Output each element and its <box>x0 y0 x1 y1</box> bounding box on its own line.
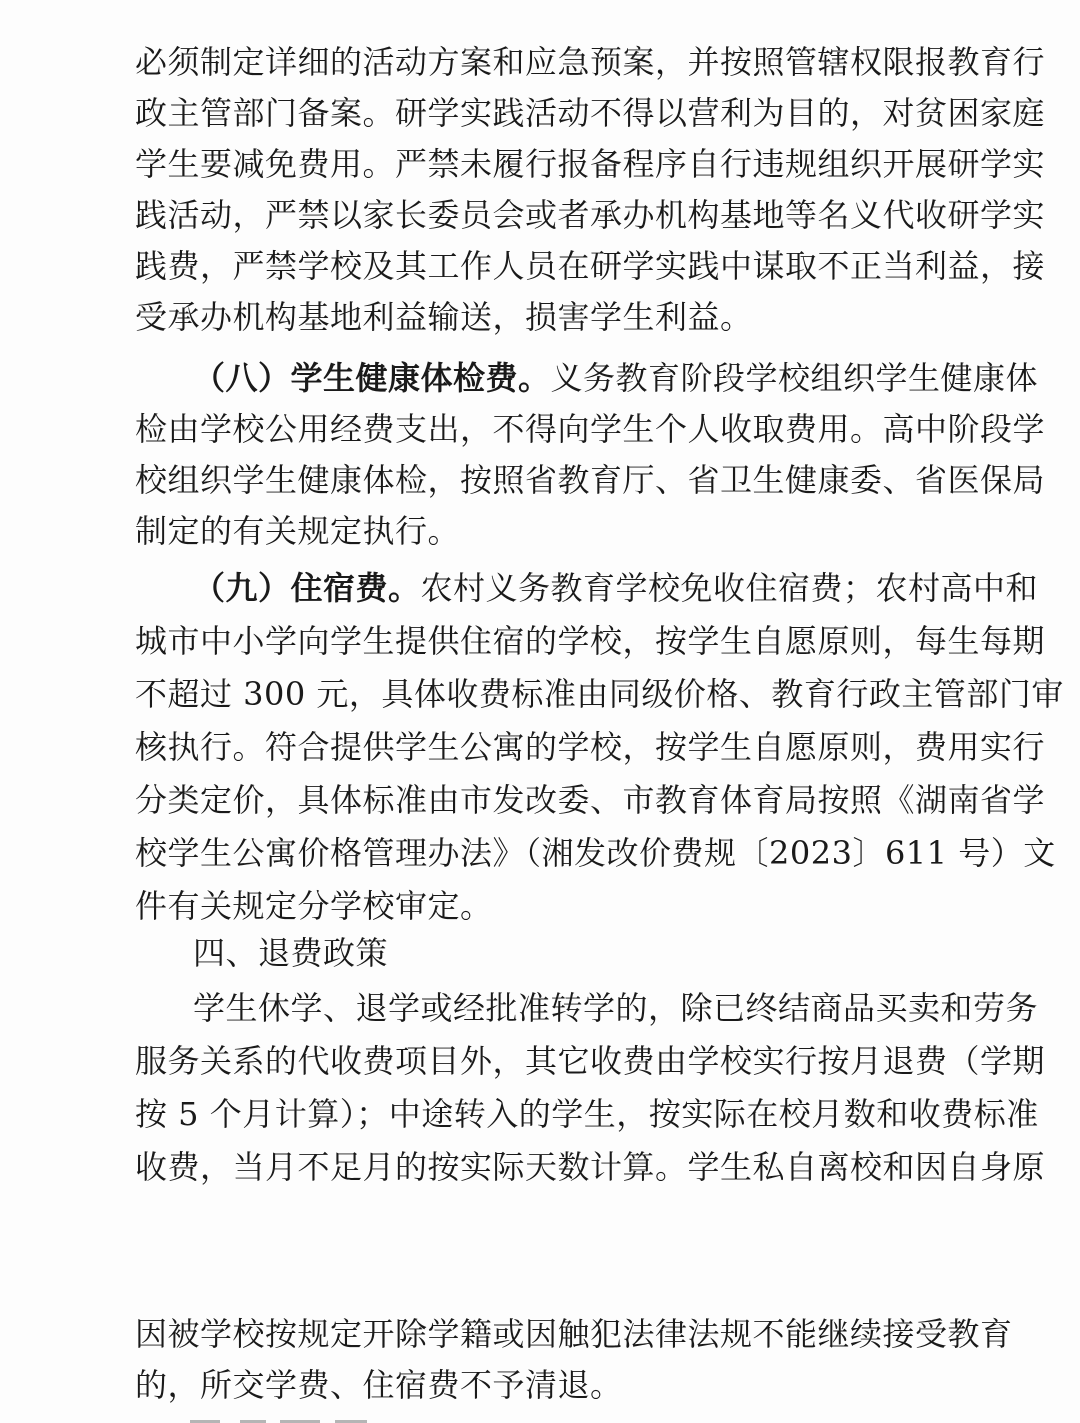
section-8-first-line <box>193 358 1039 398</box>
paragraph-line: 检由学校公用经费支出，不得向学生个人收取费用。高中阶段学 <box>135 410 1046 448</box>
paragraph-line: 核执行。符合提供学生公寓的学校，按学生自愿原则，费用实行 <box>135 728 1046 766</box>
paragraph-line: 学生休学、退学或经批准转学的，除已终结商品买卖和劳务 <box>193 989 1039 1027</box>
paragraph-line: 按 5 个月计算）；中途转入的学生，按实际在校月数和收费标准 <box>135 1095 1039 1133</box>
paragraph-line: 城市中小学向学生提供住宿的学校，按学生自愿原则，每生每期 <box>135 622 1046 660</box>
paragraph-line: 分类定价，具体标准由市发改委、市教育体育局按照《湖南省学 <box>135 781 1046 819</box>
section-heading: 四、退费政策 <box>193 934 389 972</box>
paragraph-line: 因被学校按规定开除学籍或因触犯法律法规不能继续接受教育 <box>135 1315 1013 1353</box>
section-8-first-text: 义务教育阶段学校组织学生健康体 <box>550 359 1039 397</box>
paragraph-line: 受承办机构基地利益输送，损害学生利益。 <box>135 298 753 336</box>
paragraph-line: 校组织学生健康体检，按照省教育厅、省卫生健康委、省医保局 <box>135 461 1046 499</box>
paragraph-line: 的，所交学费、住宿费不予清退。 <box>135 1366 623 1404</box>
paragraph-line: 校学生公寓价格管理办法》（湘发改价费规〔2023〕611 号）文 <box>135 834 1056 872</box>
paragraph-line: 服务关系的代收费项目外，其它收费由学校实行按月退费（学期 <box>135 1042 1046 1080</box>
section-9-first-text: 农村义务教育学校免收住宿费；农村高中和 <box>420 569 1039 607</box>
paragraph-line: 收费，当月不足月的按实际天数计算。学生私自离校和因自身原 <box>135 1148 1046 1186</box>
section-8-title: （八）学生健康体检费。 <box>193 359 551 397</box>
paragraph-line: 学生要减免费用。严禁未履行报备程序自行违规组织开展研学实 <box>135 145 1046 183</box>
paragraph-line: 践活动，严禁以家长委员会或者承办机构基地等名义代收研学实 <box>135 196 1046 234</box>
paragraph-line: 践费，严禁学校及其工作人员在研学实践中谋取不正当利益，接 <box>135 247 1046 285</box>
section-9-title: （九）住宿费。 <box>193 569 421 607</box>
paragraph-line: 件有关规定分学校审定。 <box>135 887 493 925</box>
paragraph-line: 制定的有关规定执行。 <box>135 512 461 550</box>
paragraph-line: 政主管部门备案。研学实践活动不得以营利为目的，对贫困家庭 <box>135 94 1046 132</box>
paragraph-line: 不超过 300 元，具体收费标准由同级价格、教育行政主管部门审 <box>135 675 1064 713</box>
section-9-first-line <box>193 568 1039 608</box>
cut-off-line-fragment <box>130 1414 430 1423</box>
paragraph-line: 必须制定详细的活动方案和应急预案，并按照管辖权限报教育行 <box>135 43 1046 81</box>
